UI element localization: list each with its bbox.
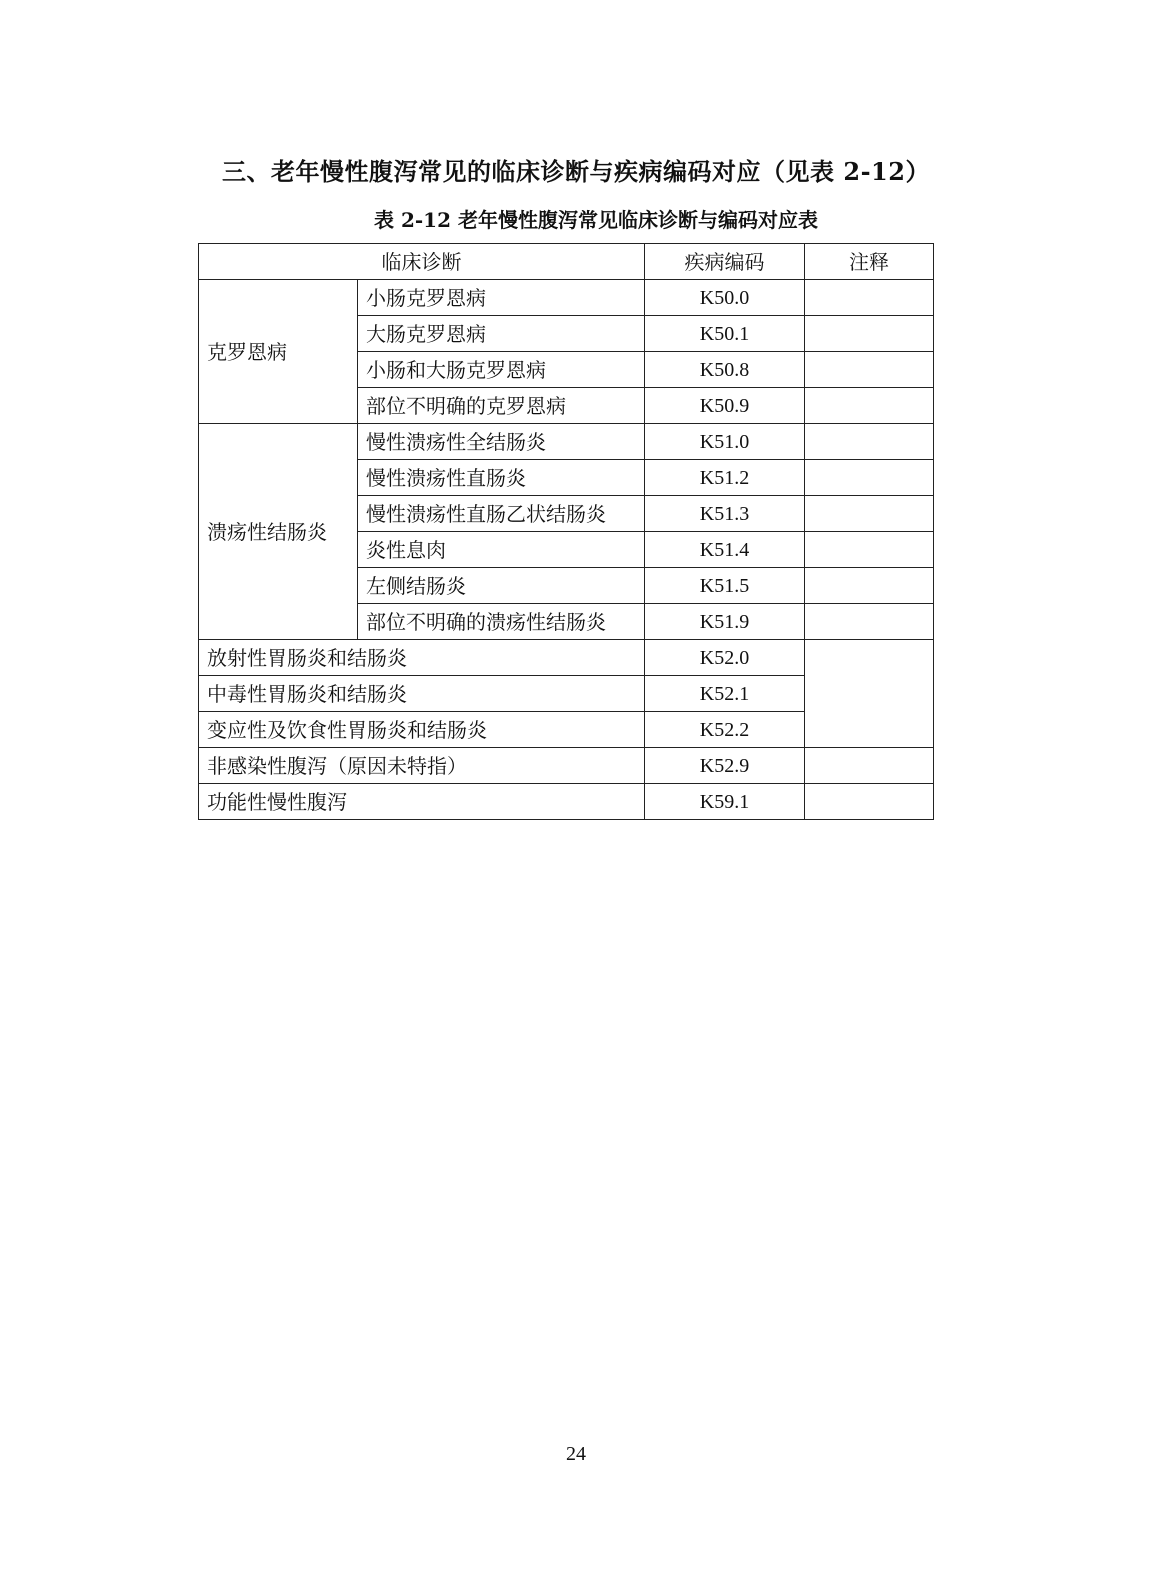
diagnosis-cell: 慢性溃疡性直肠炎 xyxy=(358,460,645,496)
notes-cell xyxy=(805,568,934,604)
notes-cell xyxy=(805,424,934,460)
diagnosis-cell: 左侧结肠炎 xyxy=(358,568,645,604)
code-cell: K51.9 xyxy=(645,604,805,640)
table-row xyxy=(199,748,934,784)
code-cell: K51.4 xyxy=(645,532,805,568)
notes-cell xyxy=(805,748,934,784)
notes-cell xyxy=(805,280,934,316)
table-caption: 表 2-12 老年慢性腹泻常见临床诊断与编码对应表 xyxy=(374,208,818,232)
diagnosis-cell: 变应性及饮食性胃肠炎和结肠炎 xyxy=(199,712,645,748)
diagnosis-cell: 慢性溃疡性直肠乙状结肠炎 xyxy=(358,496,645,532)
diagnosis-cell: 功能性慢性腹泻 xyxy=(199,784,645,820)
diagnosis-cell: 部位不明确的溃疡性结肠炎 xyxy=(358,604,645,640)
diagnosis-cell: 中毒性胃肠炎和结肠炎 xyxy=(199,676,645,712)
header-code: 疾病编码 xyxy=(645,244,805,280)
code-cell: K52.2 xyxy=(645,712,805,748)
code-cell: K50.8 xyxy=(645,352,805,388)
diagnosis-cell: 慢性溃疡性全结肠炎 xyxy=(358,424,645,460)
group-label: 克罗恩病 xyxy=(199,280,358,424)
group-label: 溃疡性结肠炎 xyxy=(199,424,358,640)
page-number: 24 xyxy=(566,1443,586,1465)
diagnosis-cell: 炎性息肉 xyxy=(358,532,645,568)
notes-cell xyxy=(805,532,934,568)
code-cell: K50.9 xyxy=(645,388,805,424)
diagnosis-cell: 非感染性腹泻（原因未特指） xyxy=(199,748,645,784)
table-row xyxy=(199,280,934,316)
diagnosis-cell: 放射性胃肠炎和结肠炎 xyxy=(199,640,645,676)
notes-cell xyxy=(805,388,934,424)
notes-cell xyxy=(805,604,934,640)
notes-cell xyxy=(805,352,934,388)
notes-cell xyxy=(805,316,934,352)
table-header-row xyxy=(199,244,934,280)
header-notes: 注释 xyxy=(805,244,934,280)
diagnosis-cell: 部位不明确的克罗恩病 xyxy=(358,388,645,424)
notes-cell xyxy=(805,640,934,748)
code-cell: K50.1 xyxy=(645,316,805,352)
code-cell: K50.0 xyxy=(645,280,805,316)
code-cell: K59.1 xyxy=(645,784,805,820)
diagnosis-cell: 小肠和大肠克罗恩病 xyxy=(358,352,645,388)
table-row xyxy=(199,424,934,460)
code-cell: K51.0 xyxy=(645,424,805,460)
code-cell: K52.0 xyxy=(645,640,805,676)
notes-cell xyxy=(805,784,934,820)
section-heading: 三、老年慢性腹泻常见的临床诊断与疾病编码对应（见表 2-12） xyxy=(222,157,930,186)
table-row xyxy=(199,640,934,676)
code-cell: K51.2 xyxy=(645,460,805,496)
code-cell: K51.3 xyxy=(645,496,805,532)
table-row xyxy=(199,784,934,820)
code-cell: K52.9 xyxy=(645,748,805,784)
code-cell: K51.5 xyxy=(645,568,805,604)
header-diagnosis: 临床诊断 xyxy=(199,244,645,280)
diagnosis-code-table xyxy=(198,243,934,820)
notes-cell xyxy=(805,496,934,532)
diagnosis-cell: 大肠克罗恩病 xyxy=(358,316,645,352)
diagnosis-cell: 小肠克罗恩病 xyxy=(358,280,645,316)
notes-cell xyxy=(805,460,934,496)
code-cell: K52.1 xyxy=(645,676,805,712)
